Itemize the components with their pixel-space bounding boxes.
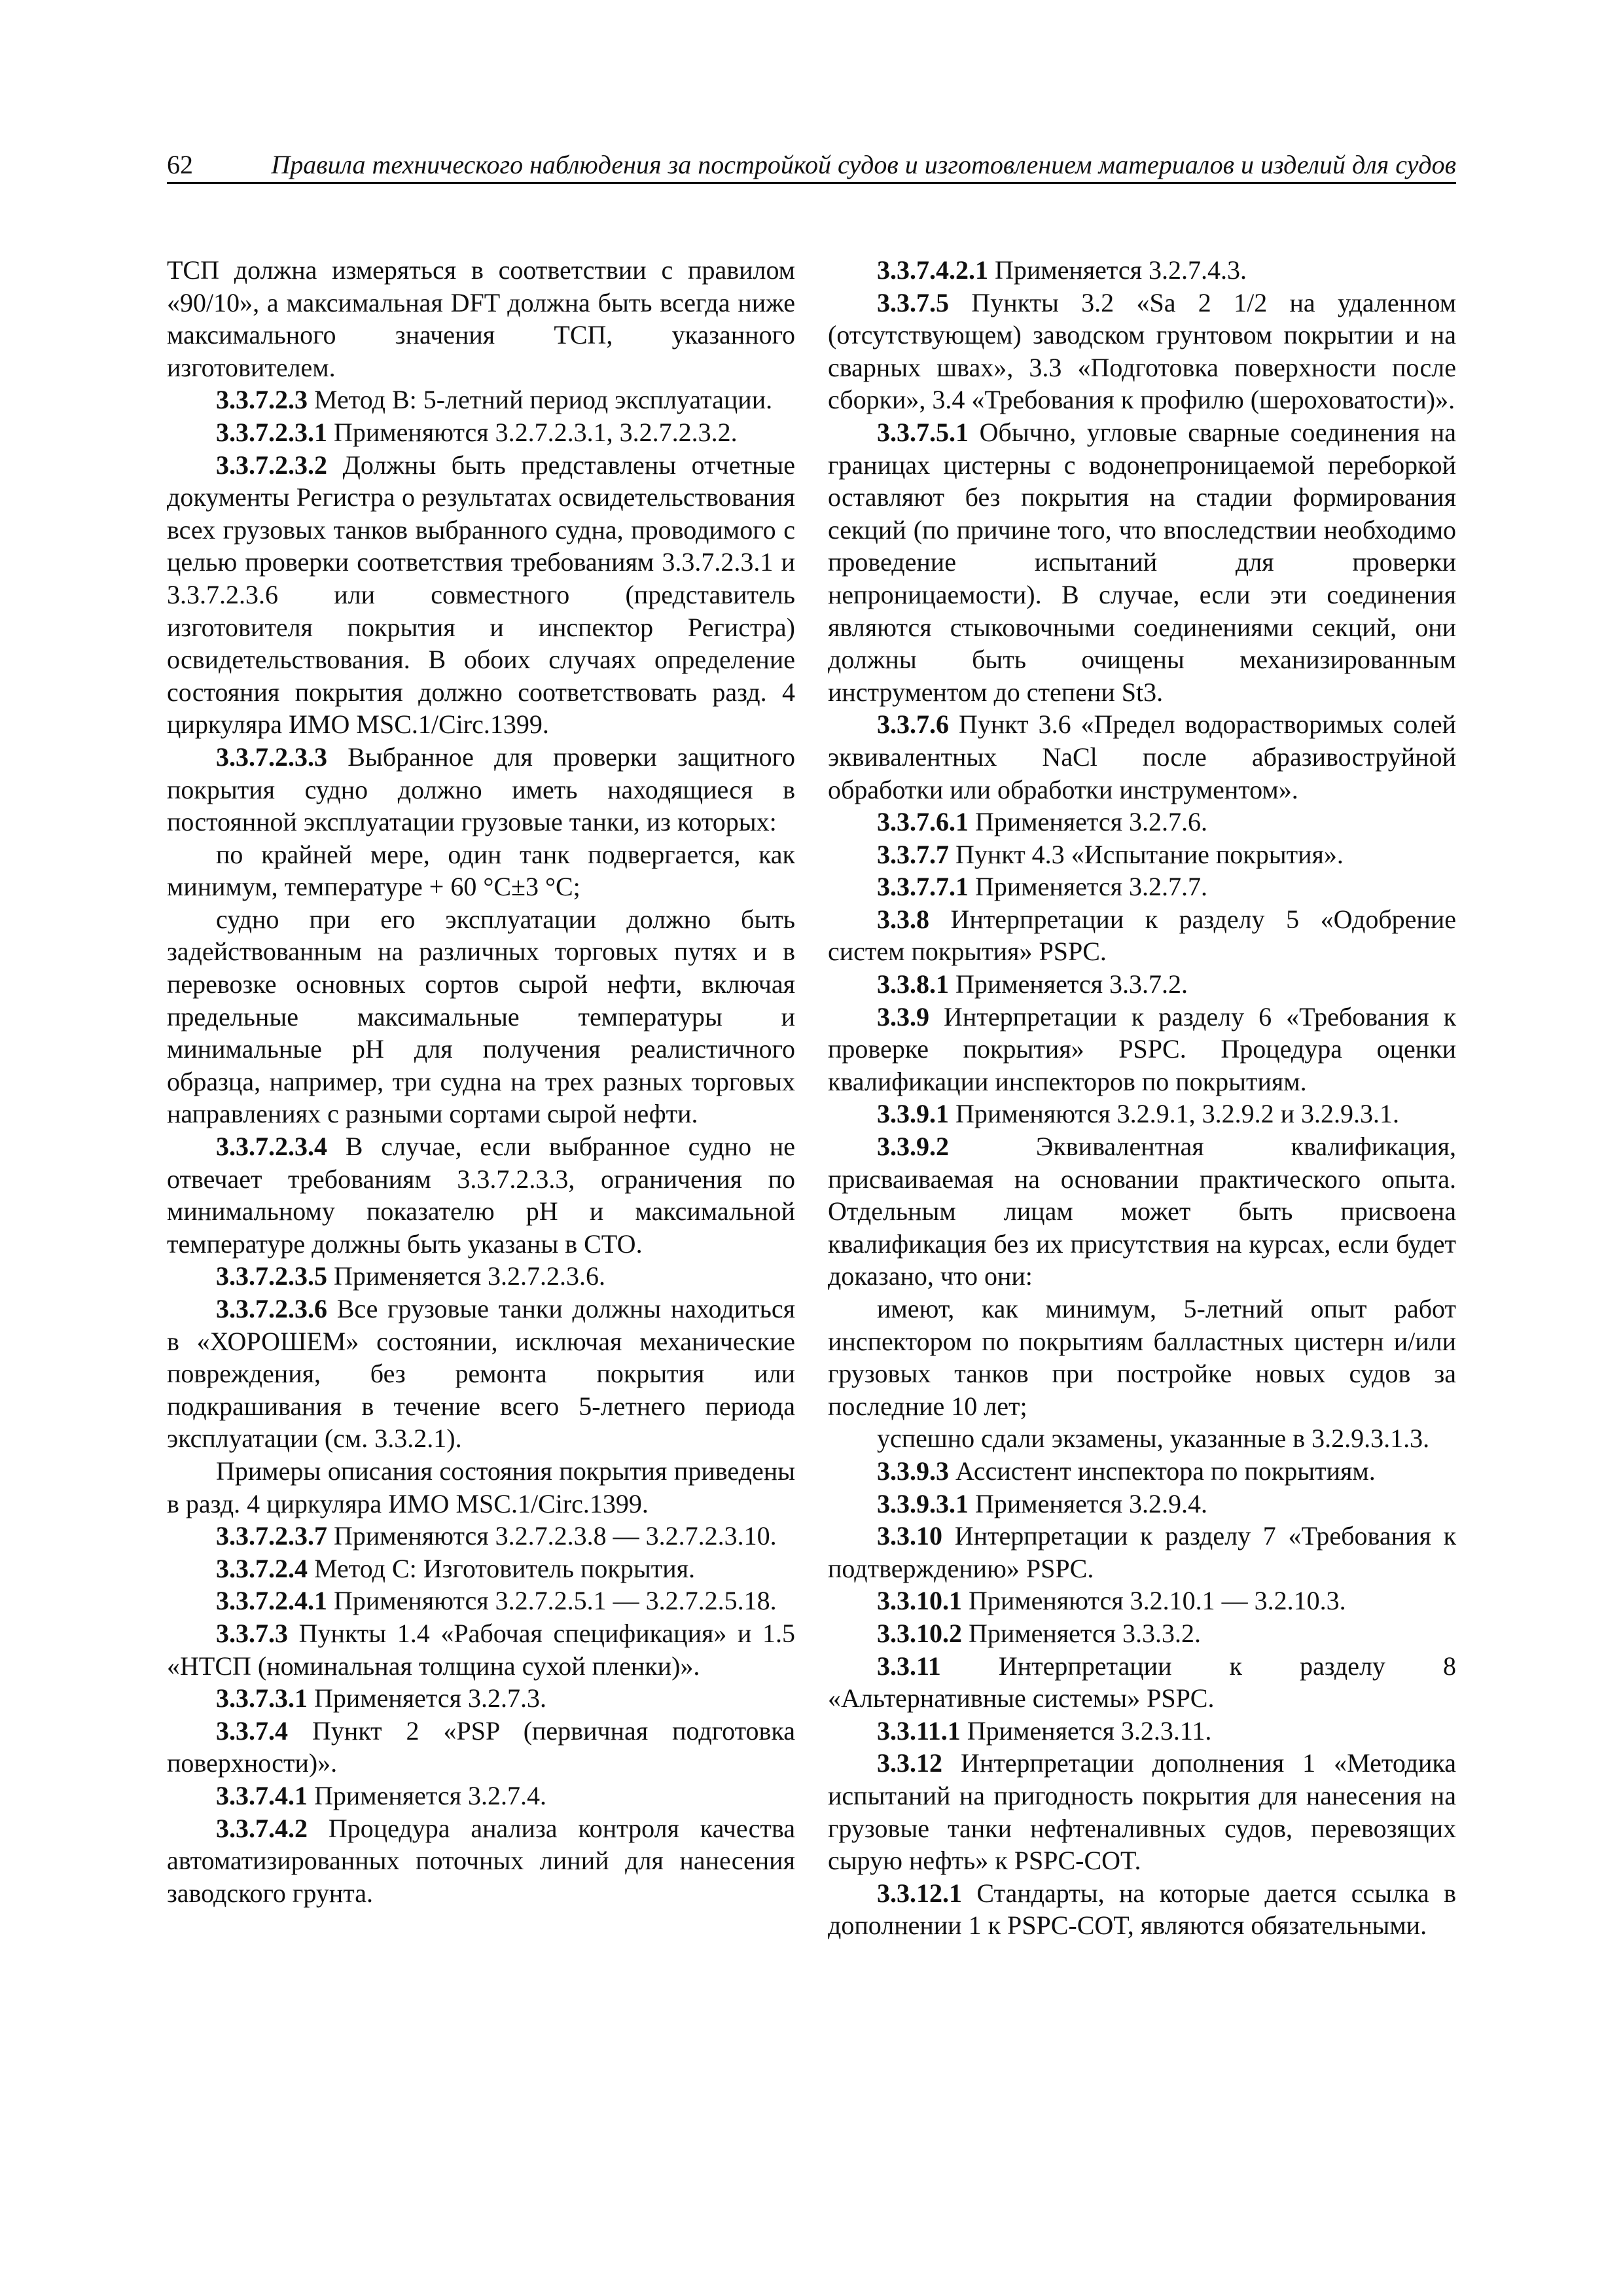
paragraph: 3.3.7.5 Пункты 3.2 «Sa 2 1/2 на удаленном (отсутствующем) заводском грунтовом покрытии и на сварных швах», 3.3 «Подготовка поверхности после сборки», 3.4 «Требования к профилю (шероховатости)».	[828, 287, 1456, 415]
paragraph: Примеры описания состояния покрытия приведены в разд. 4 циркуляра ИМО MSC.1/Circ.1399.	[167, 1456, 795, 1518]
paragraph: 3.3.11 Интерпретации к разделу 8 «Альтернативные системы» PSPC.	[828, 1651, 1456, 1713]
paragraph: ТСП должна измеряться в соответствии с правилом «90/10», а максимальная DFT должна быть всегда ниже максимального значения ТСП, указанного изготовителем.	[167, 255, 795, 382]
paragraph: 3.3.10.2 Применяется 3.3.3.2.	[877, 1618, 1202, 1648]
paragraph: 3.3.12 Интерпретации дополнения 1 «Методика испытаний на пригодность покрытия для нанесения на грузовые танки нефтеналивных судов, перевозящих сырую нефть» к PSPC-COT.	[828, 1748, 1456, 1876]
paragraph: 3.3.12.1 Стандарты, на которые дается ссылка в дополнении 1 к PSPC-COT, являются обязательными.	[828, 1878, 1456, 1941]
paragraph: 3.3.9.3 Ассистент инспектора по покрытиям.	[877, 1456, 1376, 1486]
paragraph: 3.3.9.2 Эквивалентная квалификация, присваиваемая на основании практического опыта. Отдельным лицам может быть присвоена квалификация без их присутствия на курсах, если будет доказано, что они:	[828, 1132, 1456, 1291]
paragraph: 3.3.7.2.3.1 Применяются 3.2.7.2.3.1, 3.2.7.2.3.2.	[216, 417, 738, 447]
paragraph: 3.3.7.2.4 Метод С: Изготовитель покрытия.	[216, 1553, 695, 1583]
paragraph: 3.3.7.7.1 Применяется 3.2.7.7.	[877, 872, 1208, 902]
paragraph: 3.3.8.1 Применяется 3.3.7.2.	[877, 969, 1188, 999]
paragraph: 3.3.7.4.2.1 Применяется 3.2.7.4.3.	[877, 255, 1247, 285]
paragraph: по крайней мере, один танк подвергается, как минимум, температуре + 60 °C±3 °C;	[167, 839, 795, 902]
paragraph: 3.3.7.2.3.6 Все грузовые танки должны находиться в «ХОРОШЕМ» состоянии, исключая механические повреждения, без ремонта покрытия или подкрашивания в течение всего 5-летнего периода эксплуатации (см. 3.3.2.1).	[167, 1294, 795, 1454]
paragraph: 3.3.10 Интерпретации к разделу 7 «Требования к подтверждению» PSPC.	[828, 1521, 1456, 1583]
paragraph: 3.3.9.1 Применяются 3.2.9.1, 3.2.9.2 и 3.2.9.3.1.	[877, 1099, 1400, 1129]
running-title: Правила технического наблюдения за постройкой судов и изготовлением материалов и изделий для судов	[271, 150, 1456, 179]
paragraph: 3.3.7.2.3.4 В случае, если выбранное судно не отвечает требованиям 3.3.7.2.3.3, ограничения по минимальному показателю pH и максимальной температуре должны быть указаны в СТО.	[167, 1132, 795, 1259]
paragraph: 3.3.7.7 Пункт 4.3 «Испытание покрытия».	[877, 839, 1344, 869]
paragraph: судно при его эксплуатации должно быть задействованным на различных торговых путях и в перевозке основных сортов сырой нефти, включая предельные максимальные температуры и минимальные pH для получения реалистичного образца, например, три судна на трех разных торговых направлениях с разными сортами сырой нефти.	[167, 904, 795, 1129]
paragraph: 3.3.7.4 Пункт 2 «PSP (первичная подготовка поверхности)».	[167, 1715, 795, 1778]
paragraph: 3.3.9 Интерпретации к разделу 6 «Требования к проверке покрытия» PSPC. Процедура оценки квалификации инспекторов по покрытиям.	[828, 1001, 1456, 1096]
paragraph: 3.3.10.1 Применяются 3.2.10.1 — 3.2.10.3.	[877, 1586, 1346, 1616]
paragraph: 3.3.7.3 Пункты 1.4 «Рабочая спецификация» и 1.5 «НТСП (номинальная толщина сухой пленки)».	[167, 1618, 795, 1681]
paragraph: имеют, как минимум, 5-летний опыт работ инспектором по покрытиям балластных цистерн и/или грузовых танков при постройке новых судов за последние 10 лет;	[828, 1294, 1456, 1421]
paragraph: 3.3.9.3.1 Применяется 3.2.9.4.	[877, 1488, 1208, 1518]
right-column	[828, 254, 1456, 1942]
paragraph: 3.3.7.4.1 Применяется 3.2.7.4.	[216, 1780, 547, 1810]
paragraph: 3.3.7.5.1 Обычно, угловые сварные соединения на границах цистерны с водонепроницаемой переборкой оставляют без покрытия на стадии формирования секций (по причине того, что впоследствии необходимо проведение испытаний для проверки непроницаемости). В случае, если эти соединения являются стыковочными соединениями секций, они должны быть очищены механизированным инструментом до степени St3.	[828, 417, 1456, 707]
paragraph: 3.3.7.2.4.1 Применяются 3.2.7.2.5.1 — 3.2.7.2.5.18.	[216, 1586, 777, 1616]
paragraph: успешно сдали экзамены, указанные в 3.2.9.3.1.3.	[877, 1424, 1430, 1454]
paragraph: 3.3.8 Интерпретации к разделу 5 «Одобрение систем покрытия» PSPC.	[828, 904, 1456, 967]
paragraph: 3.3.7.2.3.3 Выбранное для проверки защитного покрытия судно должно иметь находящиеся в постоянной эксплуатации грузовые танки, из которых:	[167, 742, 795, 837]
paragraph: 3.3.11.1 Применяется 3.2.3.11.	[877, 1715, 1212, 1746]
page-header	[167, 145, 1456, 184]
paragraph: 3.3.7.6 Пункт 3.6 «Предел водорастворимых солей эквивалентных NaCl после абразивоструйной обработки или обработки инструментом».	[828, 709, 1456, 804]
left-column	[167, 254, 795, 1909]
paragraph: 3.3.7.2.3.2 Должны быть представлены отчетные документы Регистра о результатах освидетельствования всех грузовых танков выбранного судна, проводимого с целью проверки соответствия требованиям 3.3.7.2.3.1 и 3.3.7.2.3.6 или совместного (представитель изготовителя покрытия и инспектор Регистра) освидетельствования. В обоих случаях определение состояния покрытия должно соответствовать разд. 4 циркуляра ИМО MSC.1/Circ.1399.	[167, 450, 795, 740]
paragraph: 3.3.7.3.1 Применяется 3.2.7.3.	[216, 1683, 547, 1713]
paragraph: 3.3.7.2.3.5 Применяется 3.2.7.2.3.6.	[216, 1261, 606, 1291]
paragraph: 3.3.7.4.2 Процедура анализа контроля качества автоматизированных поточных линий для нанесения заводского грунта.	[167, 1813, 795, 1908]
paragraph: 3.3.7.6.1 Применяется 3.2.7.6.	[877, 807, 1208, 837]
paragraph: 3.3.7.2.3.7 Применяются 3.2.7.2.3.8 — 3.2.7.2.3.10.	[216, 1521, 777, 1551]
paragraph: 3.3.7.2.3 Метод В: 5-летний период эксплуатации.	[216, 385, 773, 415]
page-number: 62	[167, 150, 193, 179]
